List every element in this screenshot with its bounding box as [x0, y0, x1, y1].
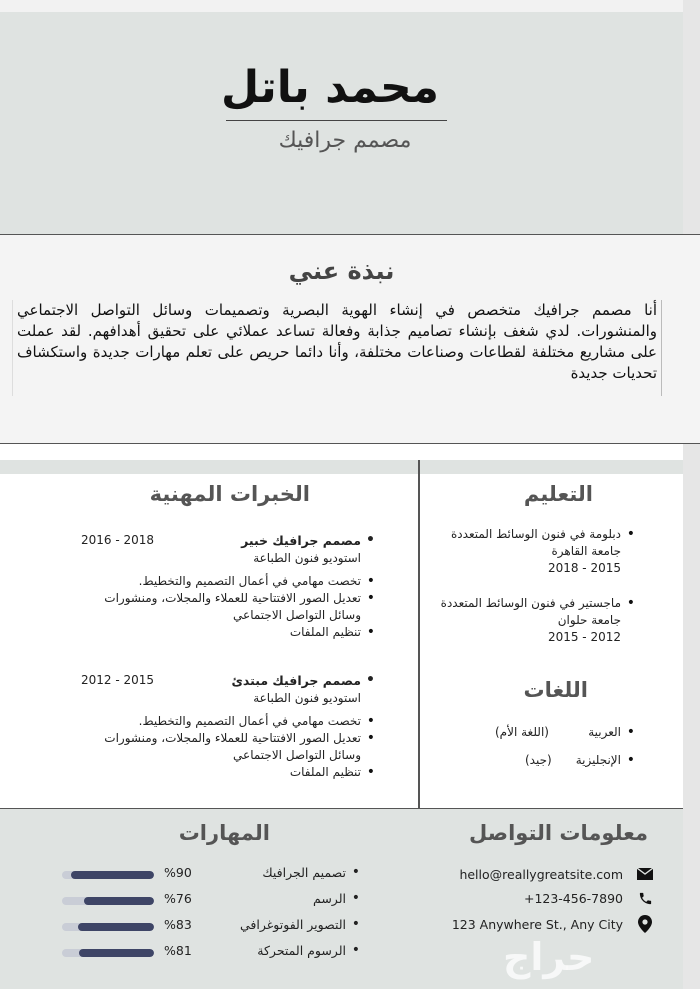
duty-item: • تخصت مهامي في أعمال التصميم والتخطيط. [75, 713, 375, 730]
experience-company: استوديو فنون الطباعة [253, 551, 361, 565]
experience-item [75, 532, 375, 641]
language-name: الإنجليزية [575, 753, 621, 767]
experience-job: • مصمم جرافيك مبتدئ [231, 672, 375, 689]
skill-bar [62, 949, 154, 957]
experience-item [75, 672, 375, 781]
education-item [425, 595, 635, 646]
school: جامعة القاهرة [551, 544, 621, 558]
phone-icon [635, 888, 655, 908]
education-item [425, 526, 635, 577]
contact-phone [440, 887, 655, 909]
language-item [440, 750, 635, 778]
contact-address [440, 913, 655, 935]
skill-bar-fill [79, 949, 154, 957]
education-years: 2012 - 2015 [547, 630, 621, 644]
experience-company: استوديو فنون الطباعة [253, 691, 361, 705]
skill-name: • الرسم [313, 891, 360, 906]
skill-bar [62, 871, 154, 879]
name-divider [226, 120, 447, 121]
watermark-logo: حراج [503, 935, 595, 979]
experience-duties [75, 713, 375, 781]
skill-percent: %90 [164, 865, 192, 880]
language-level: (جيد) [525, 753, 552, 767]
skill-item [60, 916, 360, 940]
resume-header [0, 12, 683, 234]
skill-bar [62, 923, 154, 931]
skills-title: المهارات [178, 821, 270, 845]
skill-name: • التصوير الفوتوغرافي [240, 917, 360, 932]
section-band [0, 460, 683, 474]
location-pin-icon [635, 914, 655, 934]
skill-item [60, 864, 360, 888]
education-title: التعليم [523, 482, 593, 506]
degree: • دبلومة في فنون الوسائط المتعددة [451, 527, 621, 541]
about-text: أنا مصمم جرافيك متخصص في إنشاء الهوية البصرية وتصميمات وسائل التواصل الاجتماعي والمنشورات. لدي شغف بإنشاء تصاميم جذابة وفعالة تساعد عملائي على تحقيق أهدافهم. لقد عملت على مشاريع مختلفة لقطاعات وصناعات مختلفة، وأنا دائما حريص على تعلم مهارات جديدة واستكشاف تحديات جديدة [12, 300, 662, 396]
experience-title: الخبرات المهنية [149, 482, 310, 506]
skill-percent: %76 [164, 891, 192, 906]
person-name: محمد باتل [220, 62, 440, 113]
contact-email [440, 863, 655, 885]
phone-text: +123-456-7890 [523, 890, 623, 906]
skill-percent: %81 [164, 943, 192, 958]
education-years: 2015 - 2018 [547, 561, 621, 575]
middle-section [0, 460, 683, 808]
about-title: نبذة عني [288, 257, 395, 285]
skill-bar-fill [78, 923, 154, 931]
duty-item: • تعديل الصور الافتتاحية للعملاء والمجلات، ومنشورات وسائل التواصل الاجتماعي [75, 730, 375, 764]
education-list [425, 526, 635, 664]
contact-title: معلومات التواصل [469, 821, 648, 845]
resume-page [0, 12, 683, 989]
address-text: 123 Anywhere St., Any City [451, 916, 623, 932]
about-section [0, 234, 700, 444]
skill-item [60, 942, 360, 966]
envelope-icon [635, 864, 655, 884]
page-margin [683, 0, 700, 989]
experience-job: • مصمم جرافيك خبير [241, 532, 375, 549]
language-name: العربية [588, 725, 621, 739]
degree: • ماجستير في فنون الوسائط المتعددة [440, 596, 621, 610]
skill-name: • الرسوم المتحركة [257, 943, 360, 958]
skill-bar-fill [71, 871, 154, 879]
duty-item: • تخصت مهامي في أعمال التصميم والتخطيط. [75, 573, 375, 590]
skill-name: • تصميم الجرافيك [262, 865, 360, 880]
experience-duties [75, 573, 375, 641]
duty-item: • تنظيم الملفات [75, 624, 375, 641]
skill-percent: %83 [164, 917, 192, 932]
experience-years: 2012 - 2015 [81, 673, 155, 687]
languages-list [440, 722, 635, 778]
duty-item: • تعديل الصور الافتتاحية للعملاء والمجلات، ومنشورات وسائل التواصل الاجتماعي [75, 590, 375, 624]
skill-bar-fill [84, 897, 154, 905]
duty-item: • تنظيم الملفات [75, 764, 375, 781]
job-title: مصمم جرافيك [278, 128, 412, 153]
email-text: hello@reallygreatsite.com [459, 866, 623, 882]
language-item [440, 722, 635, 750]
language-level: (اللغة الأم) [495, 725, 549, 739]
languages-title: اللغات [523, 678, 588, 702]
school: جامعة حلوان [557, 613, 621, 627]
experience-years: 2016 - 2018 [81, 533, 155, 547]
skill-bar [62, 897, 154, 905]
skill-item [60, 890, 360, 914]
